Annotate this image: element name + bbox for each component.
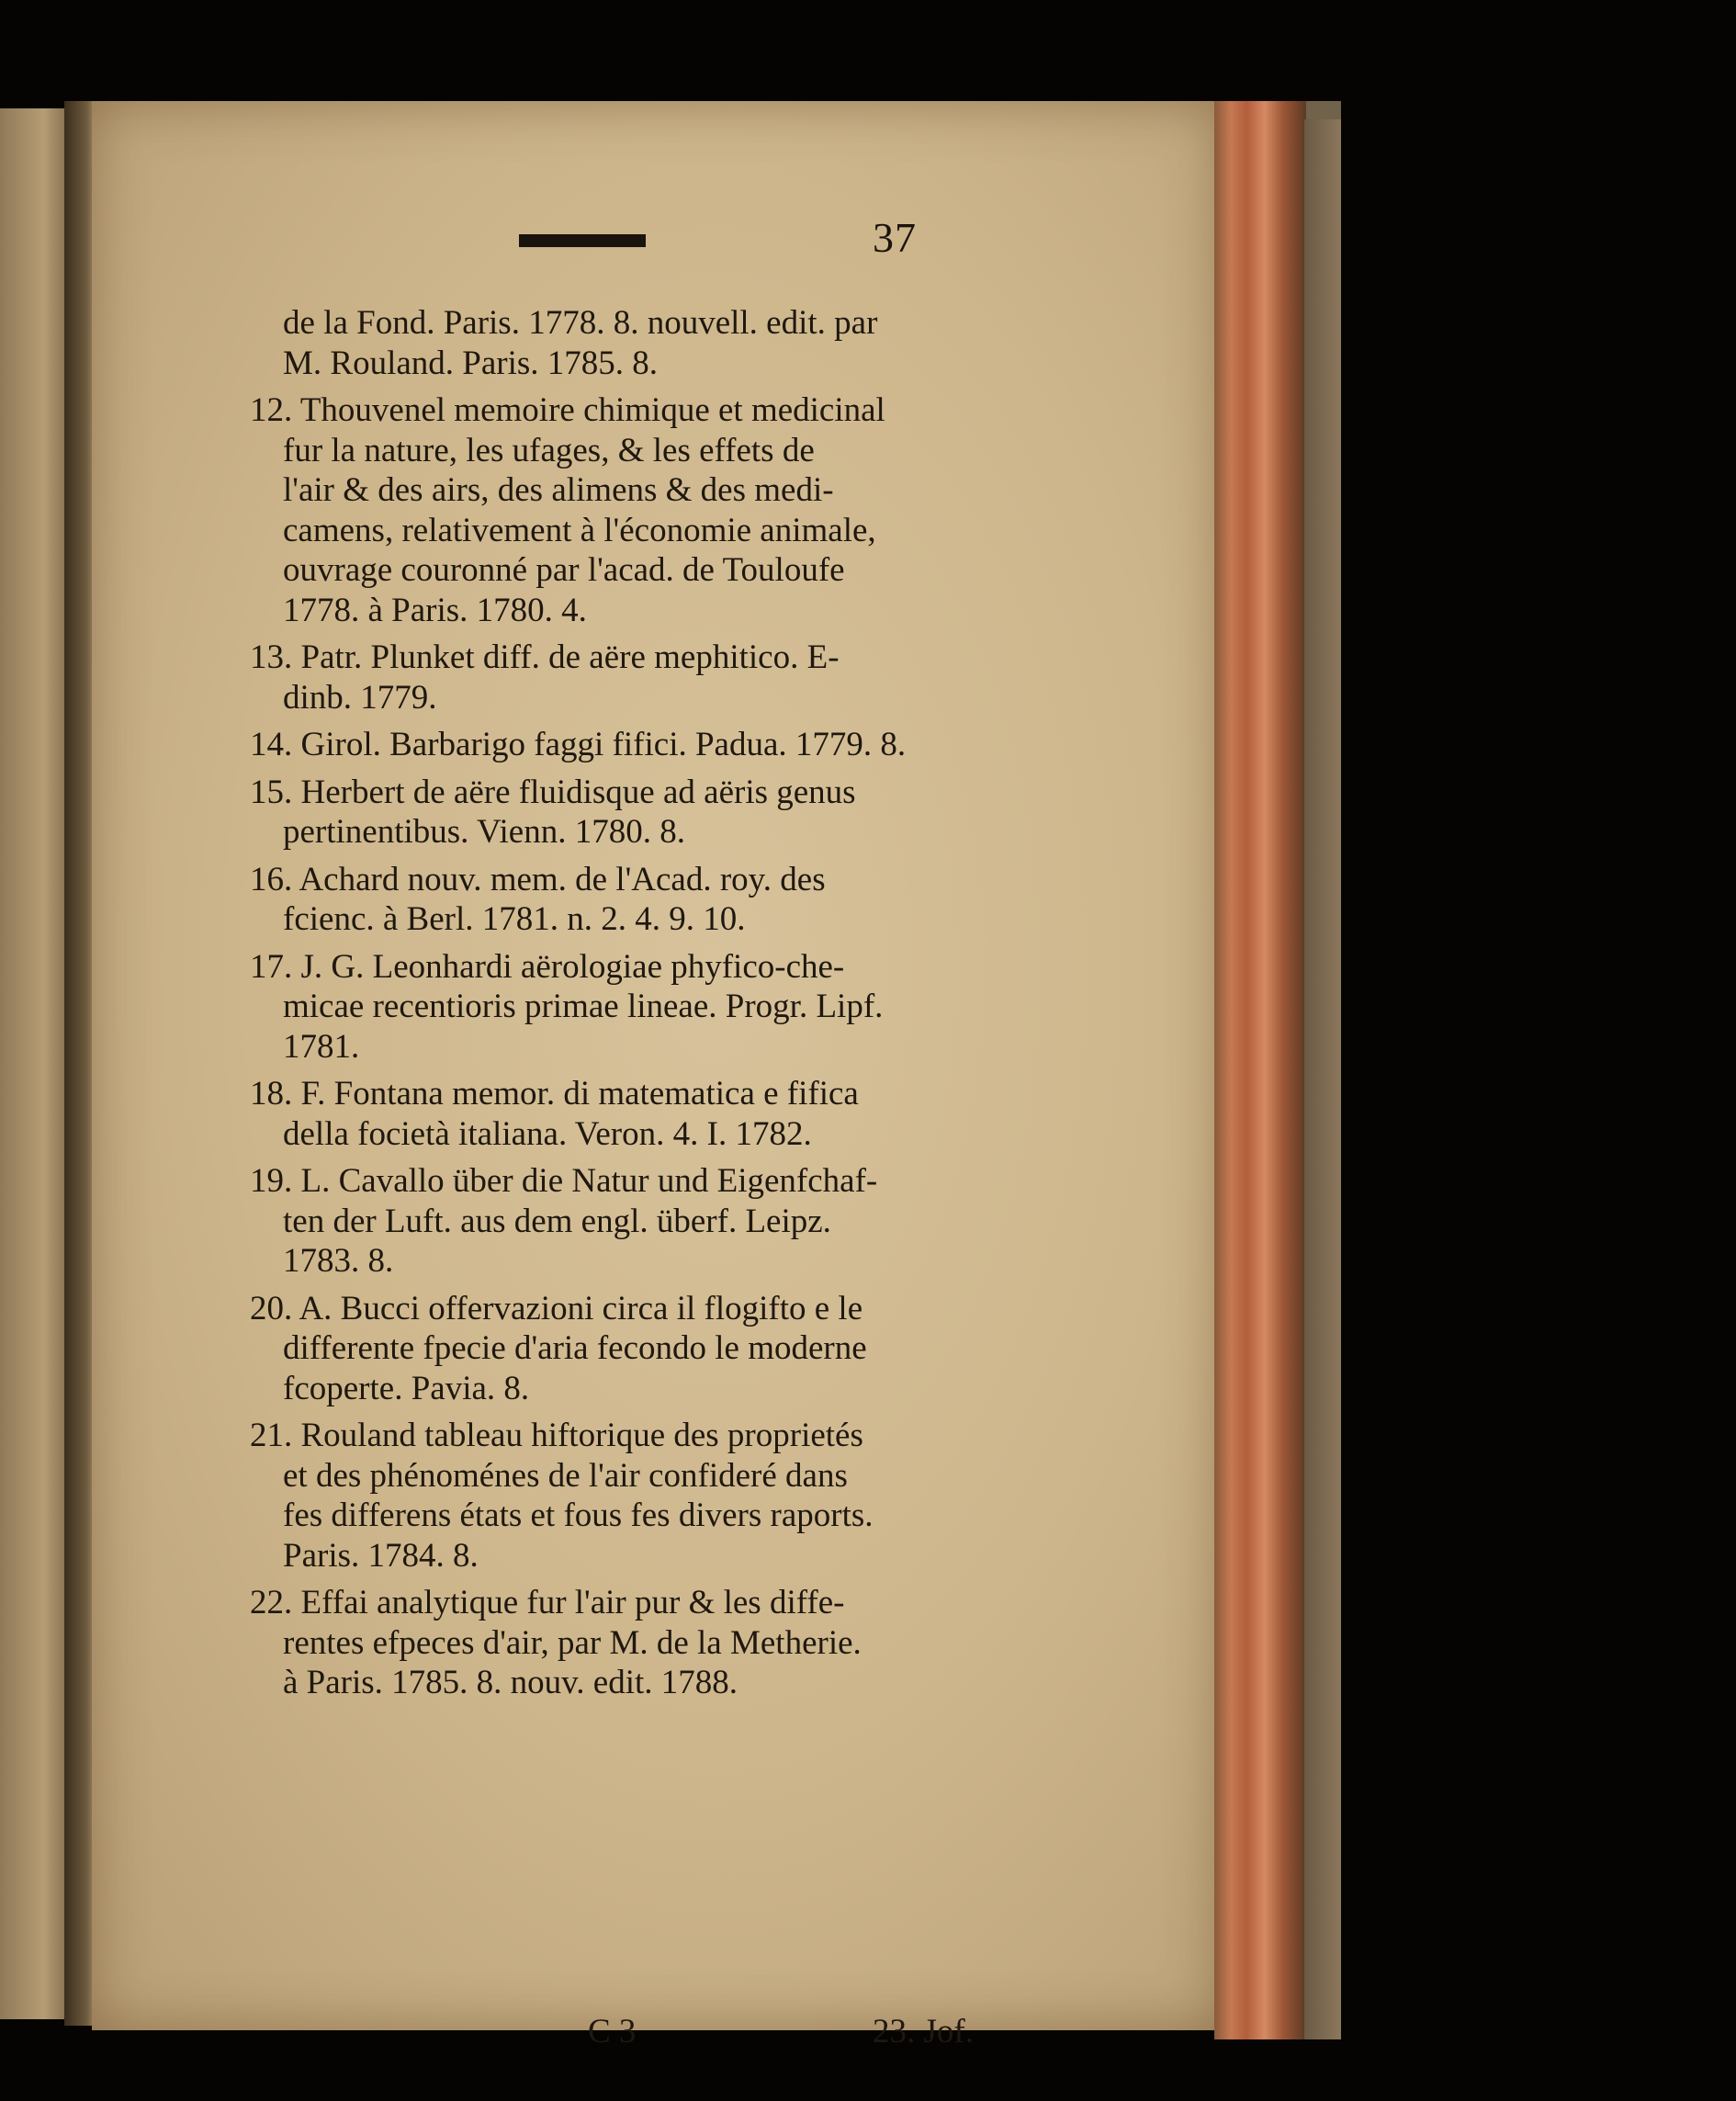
text-line: rentes efpeces d'air, par M. de la Metherie. [283,1623,862,1662]
text-line: 20. A. Bucci offervazioni circa il flogifto e le [250,1289,863,1327]
text-line: 17. J. G. Leonhardi aërologiae phyfico-che- [250,947,845,986]
text-line: 1781. [283,1027,360,1066]
text-line: 16. Achard nouv. mem. de l'Acad. roy. des [250,860,826,898]
text-line: 12. Thouvenel memoire chimique et medicinal [250,391,885,429]
text-line: 1783. 8. [283,1242,394,1280]
text-line: micae recentioris primae lineae. Progr. Lipf. [283,988,884,1025]
text-line: ten der Luft. aus dem engl. überf. Leipz. [283,1202,831,1240]
text-line: fcoperte. Pavia. 8. [283,1369,530,1407]
text-line: et des phénoménes de l'air confideré dans [283,1456,848,1495]
text-line: 18. F. Fontana memor. di matematica e fifica [250,1075,859,1113]
fore-edge [1214,101,1306,2039]
text-line: M. Rouland. Paris. 1785. 8. [283,344,659,382]
signature-mark: C 3 [588,2013,637,2050]
text-line: 14. Girol. Barbarigo faggi fifici. Padua. 1779. 8. [250,726,907,763]
text-line: à Paris. 1785. 8. nouv. edit. 1788. [283,1664,738,1701]
text-block [250,303,1021,1703]
facing-page-edge [0,108,73,2019]
header-rule [519,234,646,247]
text-line: 22. Effai analytique fur l'air pur & les diffe- [250,1584,845,1621]
page-number: 37 [873,214,917,261]
book-cover [1304,119,1341,2039]
text-line: 15. Herbert de aëre fluidisque ad aëris genus [250,773,856,811]
text-line: dinb. 1779. [283,678,437,717]
catchword: 23. Jof. [873,2013,974,2050]
text-line: l'air & des airs, des alimens & des medi- [283,471,834,509]
text-line: differente fpecie d'aria fecondo le moderne [283,1329,867,1367]
text-line: ouvrage couronné par l'acad. de Touloufe [283,551,845,589]
text-line: Paris. 1784. 8. [283,1536,479,1575]
text-line: della focietà italiana. Veron. 4. I. 1782. [283,1114,812,1153]
text-line: pertinentibus. Vienn. 1780. 8. [283,813,685,851]
text-line: camens, relativement à l'économie animale, [283,511,876,549]
text-line: 1778. à Paris. 1780. 4. [283,591,587,629]
text-line: fur la nature, les ufages, & les effets de [283,431,815,469]
text-line: fcienc. à Berl. 1781. n. 2. 4. 9. 10. [283,900,746,938]
text-line: fes differens états et fous fes divers raports. [283,1497,874,1534]
text-line: 19. L. Cavallo über die Natur und Eigenfchaf- [250,1162,878,1200]
text-line: 21. Rouland tableau hiftorique des proprietés [250,1417,863,1454]
text-line: de la Fond. Paris. 1778. 8. nouvell. edit. par [283,304,878,342]
text-line: 13. Patr. Plunket diff. de aëre mephitico. E- [250,638,840,676]
